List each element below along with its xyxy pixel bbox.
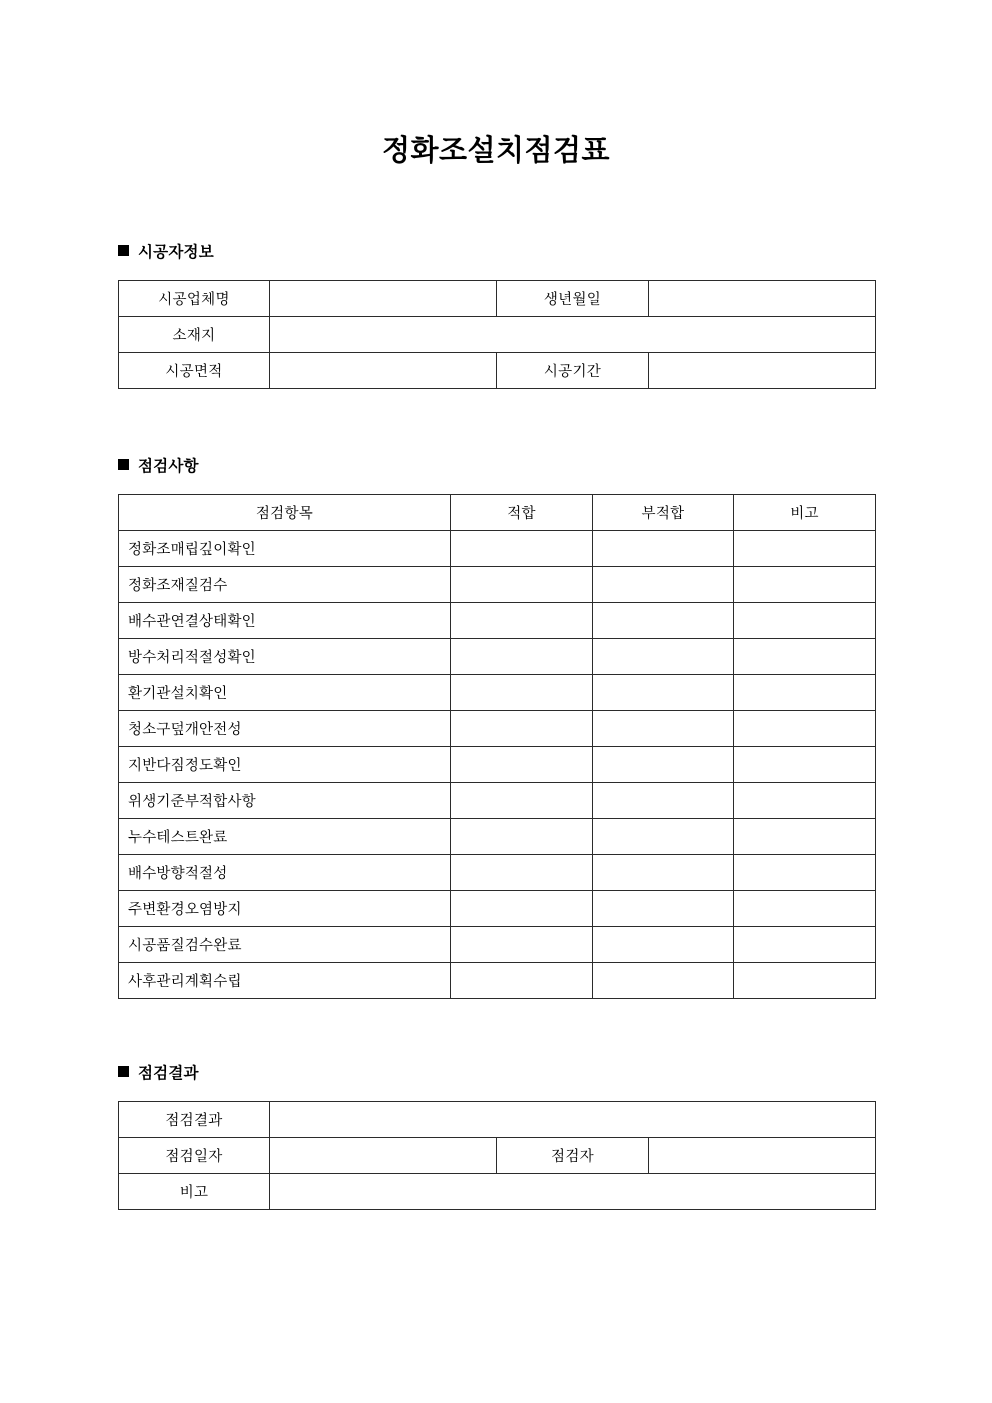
table-row — [119, 1173, 876, 1209]
table-row — [119, 926, 876, 962]
inspection-fail-checkbox[interactable] — [593, 602, 734, 638]
inspection-fail-checkbox[interactable] — [593, 818, 734, 854]
inspection-fail-checkbox[interactable] — [593, 926, 734, 962]
field-birth-date[interactable] — [649, 280, 876, 316]
field-result[interactable] — [270, 1101, 876, 1137]
section-heading-label: 점검사항 — [138, 456, 199, 475]
column-header-note: 비고 — [734, 494, 876, 530]
table-row — [119, 1137, 876, 1173]
inspection-pass-checkbox[interactable] — [451, 890, 593, 926]
inspection-item-label: 배수관연결상태확인 — [119, 602, 451, 638]
inspection-item-label: 누수테스트완료 — [119, 818, 451, 854]
inspection-pass-checkbox[interactable] — [451, 854, 593, 890]
inspection-pass-checkbox[interactable] — [451, 782, 593, 818]
inspection-item-label: 주변환경오염방지 — [119, 890, 451, 926]
table-row — [119, 674, 876, 710]
inspection-note-field[interactable] — [734, 890, 876, 926]
inspection-pass-checkbox[interactable] — [451, 962, 593, 998]
field-address[interactable] — [270, 316, 876, 352]
label-remarks: 비고 — [119, 1173, 270, 1209]
section-inspection-result — [118, 1061, 875, 1210]
label-construction-area: 시공면적 — [119, 352, 270, 388]
label-inspector: 점검자 — [497, 1137, 649, 1173]
inspection-fail-checkbox[interactable] — [593, 782, 734, 818]
table-row — [119, 782, 876, 818]
table-row — [119, 280, 876, 316]
inspection-note-field[interactable] — [734, 926, 876, 962]
inspection-item-label: 시공품질검수완료 — [119, 926, 451, 962]
label-inspection-date: 점검일자 — [119, 1137, 270, 1173]
inspection-fail-checkbox[interactable] — [593, 890, 734, 926]
table-row — [119, 316, 876, 352]
inspection-note-field[interactable] — [734, 602, 876, 638]
inspection-pass-checkbox[interactable] — [451, 710, 593, 746]
column-header-item: 점검항목 — [119, 494, 451, 530]
inspection-fail-checkbox[interactable] — [593, 746, 734, 782]
table-row — [119, 352, 876, 388]
square-bullet-icon — [118, 459, 129, 470]
inspection-note-field[interactable] — [734, 674, 876, 710]
inspection-pass-checkbox[interactable] — [451, 530, 593, 566]
label-construction-period: 시공기간 — [497, 352, 649, 388]
table-row — [119, 710, 876, 746]
table-row — [119, 890, 876, 926]
section-heading-inspection-result — [118, 1061, 875, 1083]
table-row — [119, 854, 876, 890]
inspection-fail-checkbox[interactable] — [593, 530, 734, 566]
field-remarks[interactable] — [270, 1173, 876, 1209]
table-row — [119, 566, 876, 602]
table-row — [119, 962, 876, 998]
inspection-note-field[interactable] — [734, 854, 876, 890]
section-heading-label: 시공자정보 — [138, 242, 214, 261]
section-installer-info — [118, 240, 875, 389]
field-construction-area[interactable] — [270, 352, 497, 388]
inspection-item-label: 위생기준부적합사항 — [119, 782, 451, 818]
label-address: 소재지 — [119, 316, 270, 352]
inspection-items-table — [118, 494, 876, 999]
inspection-item-label: 정화조매립깊이확인 — [119, 530, 451, 566]
page-title: 정화조설치점검표 — [381, 133, 611, 167]
inspection-pass-checkbox[interactable] — [451, 566, 593, 602]
inspection-note-field[interactable] — [734, 638, 876, 674]
section-inspection-items — [118, 454, 875, 999]
table-row — [119, 746, 876, 782]
inspection-note-field[interactable] — [734, 566, 876, 602]
table-row — [119, 1101, 876, 1137]
field-company-name[interactable] — [270, 280, 497, 316]
table-row — [119, 530, 876, 566]
table-row — [119, 602, 876, 638]
inspection-fail-checkbox[interactable] — [593, 854, 734, 890]
square-bullet-icon — [118, 245, 129, 256]
label-company-name: 시공업체명 — [119, 280, 270, 316]
inspection-fail-checkbox[interactable] — [593, 674, 734, 710]
inspection-pass-checkbox[interactable] — [451, 746, 593, 782]
inspection-item-label: 환기관설치확인 — [119, 674, 451, 710]
label-result: 점검결과 — [119, 1101, 270, 1137]
inspection-item-label: 사후관리계획수립 — [119, 962, 451, 998]
section-heading-label: 점검결과 — [138, 1063, 199, 1082]
column-header-pass: 적합 — [451, 494, 593, 530]
inspection-item-label: 방수처리적절성확인 — [119, 638, 451, 674]
field-inspector[interactable] — [649, 1137, 876, 1173]
inspection-items-body — [119, 530, 876, 998]
table-header-row — [119, 494, 876, 530]
table-row — [119, 638, 876, 674]
inspection-note-field[interactable] — [734, 962, 876, 998]
inspection-fail-checkbox[interactable] — [593, 638, 734, 674]
inspection-fail-checkbox[interactable] — [593, 566, 734, 602]
inspection-item-label: 청소구덮개안전성 — [119, 710, 451, 746]
inspection-item-label: 배수방향적절성 — [119, 854, 451, 890]
section-heading-installer-info — [118, 240, 875, 262]
table-row — [119, 818, 876, 854]
inspection-pass-checkbox[interactable] — [451, 602, 593, 638]
inspection-note-field[interactable] — [734, 782, 876, 818]
inspection-note-field[interactable] — [734, 818, 876, 854]
inspection-fail-checkbox[interactable] — [593, 962, 734, 998]
inspection-pass-checkbox[interactable] — [451, 674, 593, 710]
label-birth-date: 생년월일 — [497, 280, 649, 316]
inspection-note-field[interactable] — [734, 746, 876, 782]
square-bullet-icon — [118, 1066, 129, 1077]
column-header-fail: 부적합 — [593, 494, 734, 530]
field-construction-period[interactable] — [649, 352, 876, 388]
inspection-note-field[interactable] — [734, 710, 876, 746]
inspection-note-field[interactable] — [734, 530, 876, 566]
inspection-fail-checkbox[interactable] — [593, 710, 734, 746]
inspection-item-label: 지반다짐정도확인 — [119, 746, 451, 782]
section-heading-inspection-items — [118, 454, 875, 476]
installer-info-table — [118, 280, 876, 389]
inspection-pass-checkbox[interactable] — [451, 926, 593, 962]
inspection-item-label: 정화조재질검수 — [119, 566, 451, 602]
inspection-result-table — [118, 1101, 876, 1210]
inspection-pass-checkbox[interactable] — [451, 638, 593, 674]
field-inspection-date[interactable] — [270, 1137, 497, 1173]
inspection-pass-checkbox[interactable] — [451, 818, 593, 854]
